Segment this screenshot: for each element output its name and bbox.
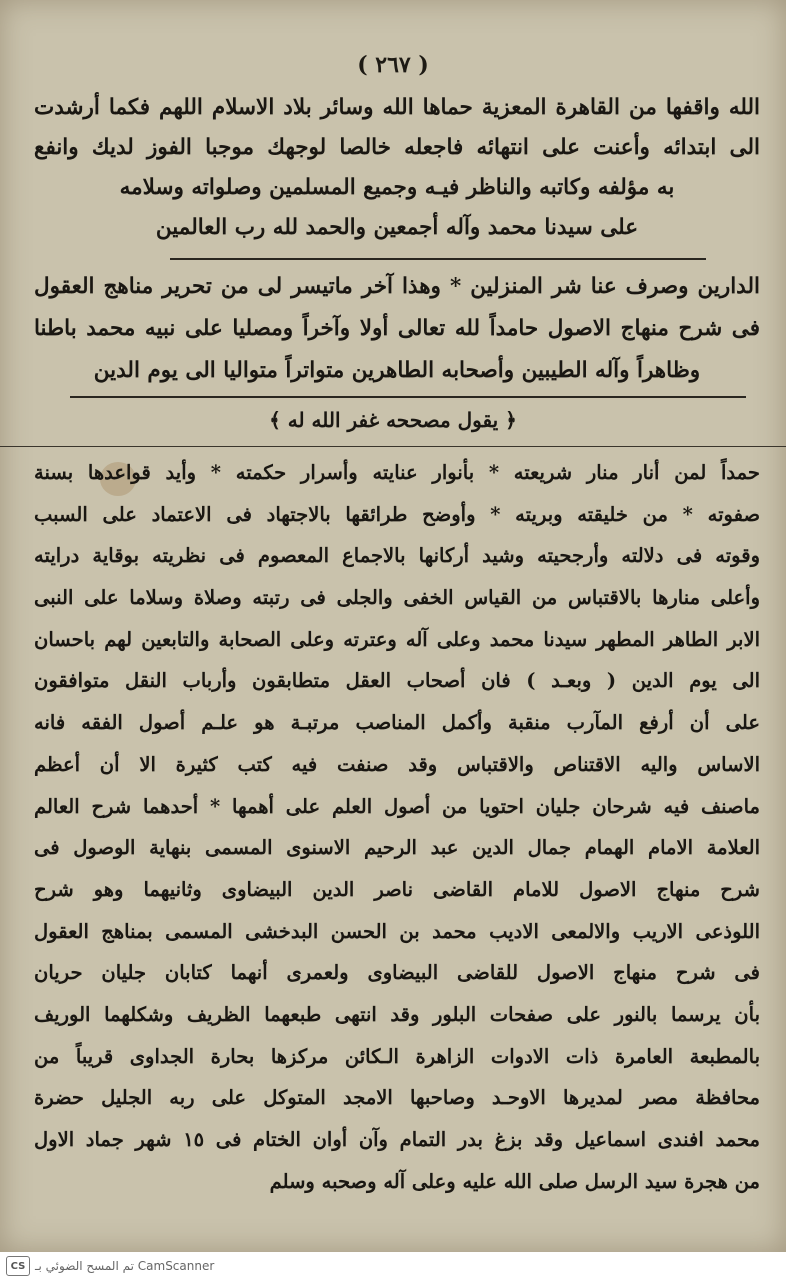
divider-rule xyxy=(170,258,706,260)
camscanner-logo-icon: CS xyxy=(6,1256,30,1276)
text-line: حمداً لمن أنار منار شريعته * بأنوار عنايته وأسرار حكمته * وأيد قواعدها بسنة xyxy=(34,461,760,484)
text-line: الابر الطاهر المطهر سيدنا محمد وعلى آله وعترته وعلى الصحابة والتابعين لهم باحسان xyxy=(34,627,760,651)
text-line: محافظة مصر لمديرها الاوحـد وصاحبها الامجد المتوكل على ربه الجليل حضرة xyxy=(34,1086,760,1110)
corrector-note xyxy=(34,452,760,1202)
text-line: وظاهراً وآله الطيبين وأصحابه الطاهرين متواتراً متواليا الى يوم الدين xyxy=(93,358,701,383)
page-number: ( ٢٦٧ ) xyxy=(357,52,429,78)
text-line: الله واقفها من القاهرة المعزية حماها الله وسائر بلاد الاسلام اللهم فكما أرشدت xyxy=(34,95,760,120)
text-line: العلامة الامام الهمام جمال الدين عبد الرحيم الاسنوى المسمى بنهاية الوصول فى xyxy=(34,836,760,860)
text-line: الى يوم الدين ( وبعـد ) فان أصحاب العقل متطابقون وأرباب النقل متوافقون xyxy=(34,669,760,693)
scanner-watermark-bar xyxy=(0,1252,786,1280)
text-line: الى ابتدائه وأعنت على انتهائه فاجعله خالصا لوجهك موجبا الفوز لديك وانفع xyxy=(34,135,760,160)
closing-paragraph-1 xyxy=(34,88,760,248)
text-line: فى شرح منهاج الاصول حامداً لله تعالى أولا وآخراً ومصليا على نبيه محمد باطنا xyxy=(34,316,760,341)
text-line: وقوته فى دلالته وأرجحيته وشيد أركانها بالاجماع المعصوم فى نظريته بوقاية درايته xyxy=(34,544,760,568)
text-line: الاساس واليه الاقتناص والاقتباس وقد صنفت فيه كتب كثيرة الا أن أعظم xyxy=(34,752,760,776)
text-line: الدارين وصرف عنا شر المنزلين * وهذا آخر ماتيسر لى من تحرير مناهج العقول xyxy=(34,274,760,299)
scanner-watermark-text: تم المسح الضوئي بـ CamScanner xyxy=(35,1259,215,1273)
text-line: على سيدنا محمد وآله أجمعين والحمد لله رب العالمين xyxy=(155,215,639,240)
divider-rule xyxy=(70,396,746,398)
text-line: صفوته * من خليقته وبريته * وأوضح طرائقها بالاجتهاد فى الاعتماد على السبب xyxy=(34,502,760,526)
text-line: بالمطبعة العامرة ذات الادوات الزاهرة الـكائن مركزها بحارة الجداوى قريباً من xyxy=(34,1044,760,1068)
corrector-heading: ﴿ يقول مصححه غفر الله له ﴾ xyxy=(269,408,517,432)
text-line: فى شرح منهاج الاصول للقاضى البيضاوى ولعمرى أنهما كتابان جليان حريان xyxy=(34,961,760,985)
text-line: على أن أرفع المآرب منقبة وأكمل المناصب مرتبـة هو علـم أصول الفقه فانه xyxy=(34,711,760,735)
text-line: ماصنف فيه شرحان جليان احتويا من أصول العلم على أهمها * أحدهما شرح العالم xyxy=(34,794,760,818)
closing-paragraph-2 xyxy=(34,266,760,392)
text-line: اللوذعى الاريب والالمعى الاديب محمد بن الحسن البدخشى المسمى بمناهج العقول xyxy=(34,919,760,943)
text-line: شرح منهاج الاصول للامام القاضى ناصر الدين البيضاوى وثانيهما وهو شرح xyxy=(34,877,760,901)
text-line: من هجرة سيد الرسل صلى الله عليه وعلى آله وصحبه وسلم xyxy=(269,1169,760,1193)
text-line: محمد افندى اسماعيل وقد بزغ بدر التمام وآن أوان الختام فى ١٥ شهر جماد الاول xyxy=(34,1128,760,1151)
text-line: بأن يرسما بالنور على صفحات البلور وقد انتهى طبعهما الظريف وشكلهما الوريف xyxy=(34,1002,760,1026)
divider-rule xyxy=(0,446,786,447)
text-line: وأعلى منارها بالاقتباس من القياس الخفى والجلى فى رتبته وصلاة وسلاما على النبى xyxy=(34,586,760,610)
text-line: به مؤلفه وكاتبه والناظر فيـه وجميع المسلمين وصلواته وسلامه xyxy=(119,175,675,200)
